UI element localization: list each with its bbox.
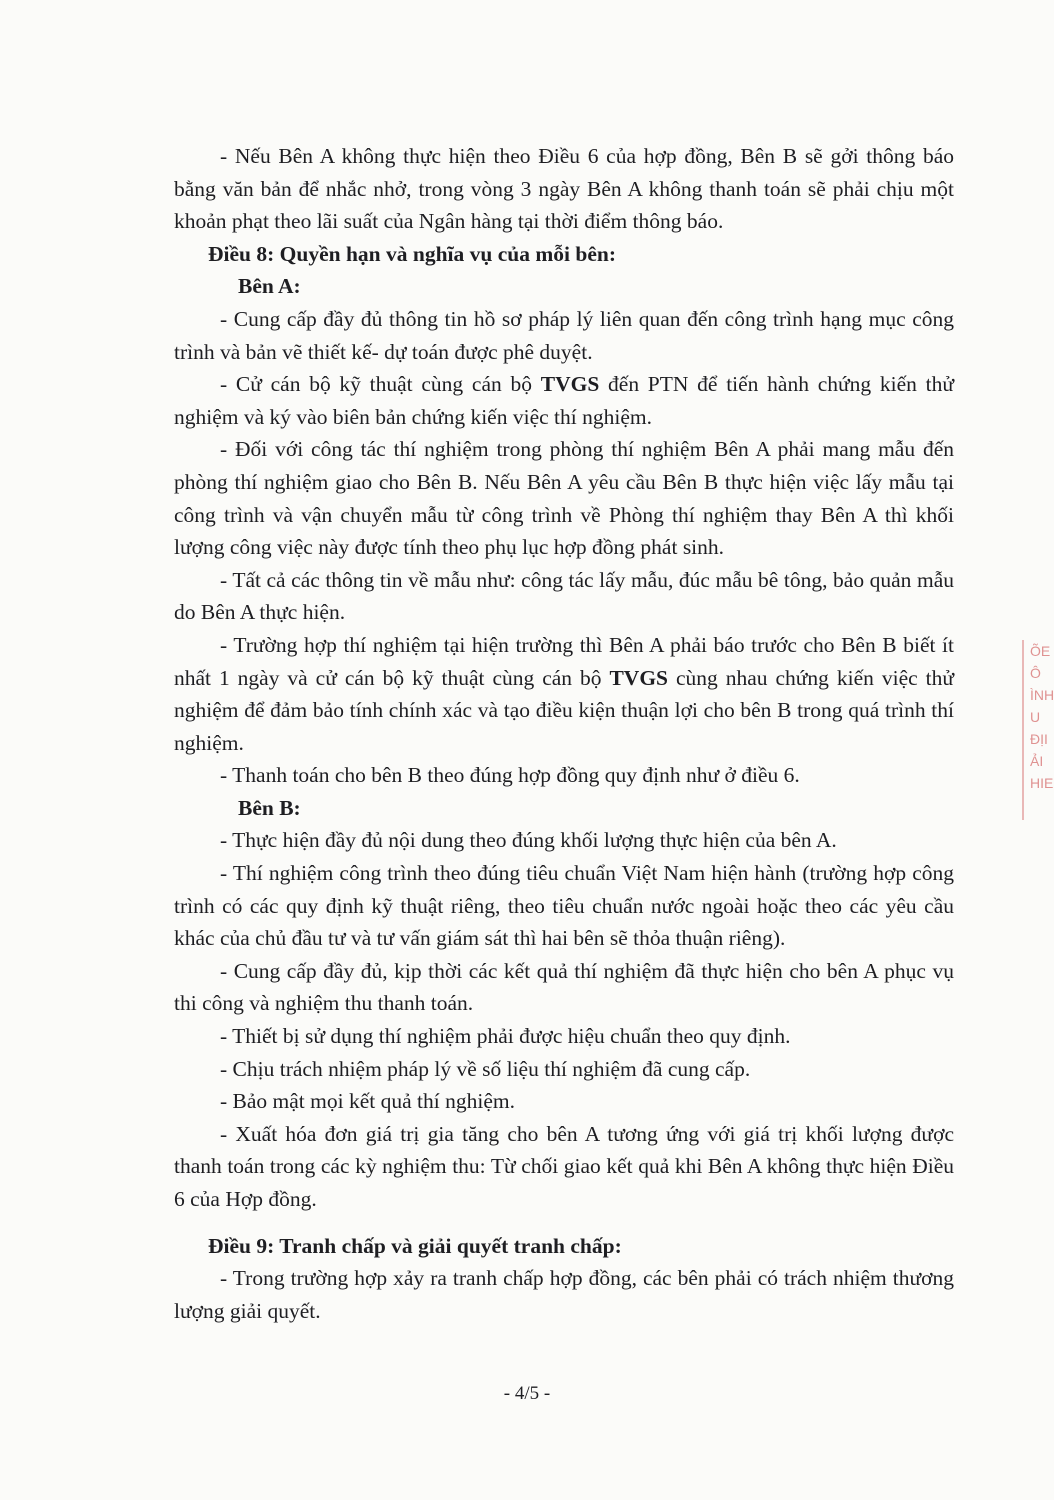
subheading-party-b: Bên B:: [238, 795, 301, 820]
party-a-item-2: [174, 368, 954, 433]
text-segment: cùng nhau chứng kiến việc thử nghiệm để đảm bảo tính chính xác và tạo điều kiện thuận lợi cho bên B trong quá trình thí nghiệm.: [174, 665, 954, 755]
spacer: [174, 1216, 954, 1230]
text-segment: - Cử cán bộ kỹ thuật cùng cán bộ: [220, 372, 541, 397]
party-a-item-6: - Thanh toán cho bên B theo đúng hợp đồng quy định như ở điều 6.: [220, 763, 800, 788]
dispute-item-1: - Trong trường hợp xảy ra tranh chấp hợp đồng, các bên phải có trách nhiệm thương lượng giải quyết.: [174, 1266, 954, 1323]
stamp-fragment: HIE: [1030, 775, 1054, 791]
red-seal-stamp: [1022, 640, 1054, 820]
bold-term: TVGS: [540, 372, 600, 397]
party-a-item-1: - Cung cấp đầy đủ thông tin hồ sơ pháp lý liên quan đến công trình hạng mục công trình và bản vẽ thiết kế- dự toán được phê duyệt.: [174, 306, 954, 364]
stamp-fragment: ÕE: [1030, 643, 1051, 659]
page-number: - 4/5 -: [503, 1383, 551, 1404]
text-segment: - Trường hợp thí nghiệm tại hiện trường thì Bên A phải báo trước cho Bên B biết ít nhất 1 ngày và cử cán bộ kỹ thuật cùng cán bộ: [174, 632, 954, 690]
subheading-party-a: Bên A:: [238, 274, 301, 299]
party-a-item-5: [174, 629, 954, 759]
document-body: [174, 140, 954, 1327]
party-b-item-6: - Bảo mật mọi kết quả thí nghiệm.: [220, 1089, 515, 1114]
party-b-item-2: - Thí nghiệm công trình theo đúng tiêu chuẩn Việt Nam hiện hành (trường hợp công trình có các quy định kỹ thuật riêng, theo tiêu chuẩn nước ngoài hoặc theo các yêu cầu khác của chủ đầu tư và tư vấn giám sát thì hai bên sẽ thỏa thuận riêng).: [174, 861, 954, 951]
party-b-item-5: - Chịu trách nhiệm pháp lý về số liệu thí nghiệm đã cung cấp.: [220, 1056, 751, 1081]
text-segment: đến PTN để tiến hành chứng kiến thử nghiệm và ký vào biên bản chứng kiến việc thí nghiệm.: [174, 372, 955, 429]
party-b-item-4: - Thiết bị sử dụng thí nghiệm phải được hiệu chuẩn theo quy định.: [220, 1024, 791, 1049]
heading-article-8: Điều 8: Quyền hạn và nghĩa vụ của mỗi bên:: [208, 241, 616, 266]
stamp-fragment: ẢI: [1030, 753, 1044, 769]
stamp-fragment: U: [1030, 709, 1041, 725]
bold-term: TVGS: [609, 665, 669, 690]
party-a-item-4: - Tất cả các thông tin về mẫu như: công tác lấy mẫu, đúc mẫu bê tông, bảo quản mẫu do Bên A thực hiện.: [174, 567, 954, 625]
stamp-fragment: ĐỊI: [1030, 731, 1048, 747]
paragraph-penalty: - Nếu Bên A không thực hiện theo Điều 6 của hợp đồng, Bên B sẽ gởi thông báo bằng văn bản để nhắc nhở, trong vòng 3 ngày Bên A không thanh toán sẽ phải chịu một khoản phạt theo lãi suất của Ngân hàng tại thời điểm thông báo.: [174, 144, 954, 234]
stamp-fragment: Ô: [1030, 665, 1041, 681]
party-b-item-3: - Cung cấp đầy đủ, kịp thời các kết quả thí nghiệm đã thực hiện cho bên A phục vụ thi công và nghiệm thu thanh toán.: [174, 958, 954, 1016]
party-a-item-3: - Đối với công tác thí nghiệm trong phòng thí nghiệm Bên A phải mang mẫu đến phòng thí nghiệm giao cho Bên B. Nếu Bên A yêu cầu Bên B thực hiện việc lấy mẫu tại công trình và vận chuyển mẫu từ công trình về Phòng thí nghiệm thay Bên A thì khối lượng công việc này được tính theo phụ lục hợp đồng phát sinh.: [174, 437, 954, 560]
stamp-fragment: ÌNH: [1030, 687, 1054, 703]
heading-article-9: Điều 9: Tranh chấp và giải quyết tranh chấp:: [208, 1233, 622, 1258]
party-b-item-7: - Xuất hóa đơn giá trị gia tăng cho bên A tương ứng với giá trị khối lượng được thanh toán trong các kỳ nghiệm thu: Từ chối giao kết quả khi Bên A không thực hiện Điều 6 của Hợp đồng.: [174, 1121, 954, 1211]
party-b-item-1: - Thực hiện đầy đủ nội dung theo đúng khối lượng thực hiện của bên A.: [220, 828, 837, 853]
